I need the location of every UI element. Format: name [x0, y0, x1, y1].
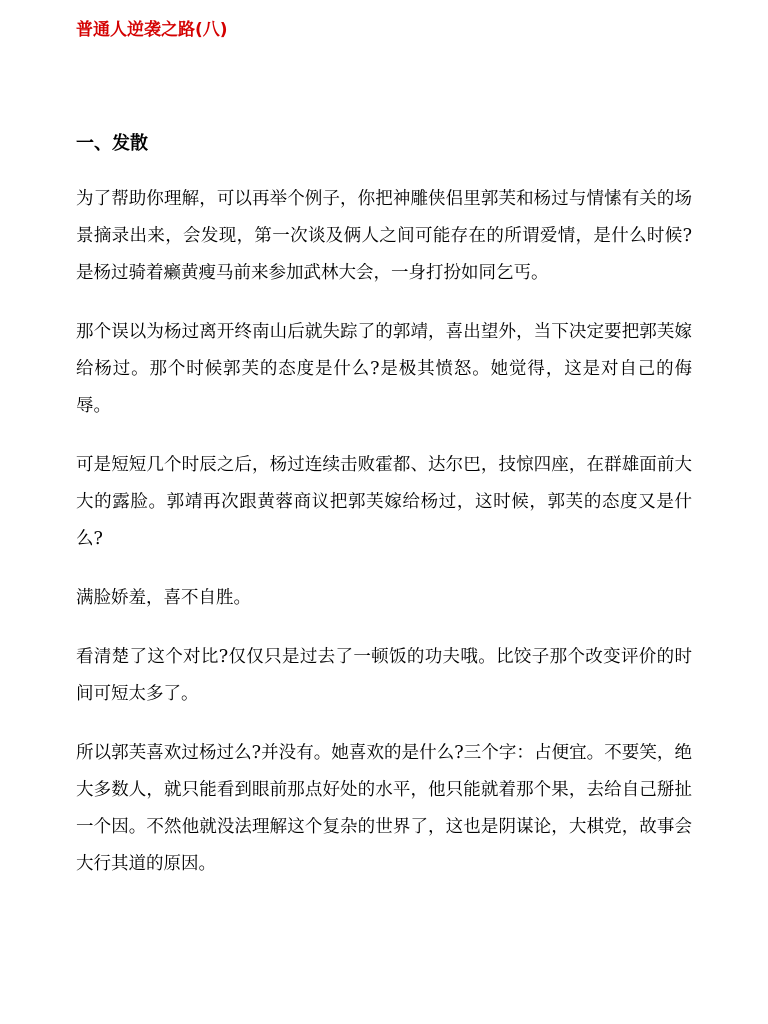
paragraph: 看清楚了这个对比?仅仅只是过去了一顿饭的功夫哦。比饺子那个改变评价的时间可短太多了。: [76, 647, 692, 704]
document-body: [76, 181, 692, 905]
document-title: 普通人逆袭之路(八): [76, 20, 228, 40]
paragraph: 为了帮助你理解，可以再举个例子，你把神雕侠侣里郭芙和杨过与情愫有关的场景摘录出来，会发现，第一次谈及俩人之间可能存在的所谓爱情，是什么时候?是杨过骑着癞黄瘦马前来参加武林大会，一身打扮如同乞丐。: [76, 189, 692, 283]
paragraph: 满脸娇羞，喜不自胜。: [76, 588, 251, 608]
paragraph: 那个误以为杨过离开终南山后就失踪了的郭靖，喜出望外，当下决定要把郭芙嫁给杨过。那个时候郭芙的态度是什么?是极其愤怒。她觉得，这是对自己的侮辱。: [76, 322, 692, 416]
paragraph: 所以郭芙喜欢过杨过么?并没有。她喜欢的是什么?三个字：占便宜。不要笑，绝大多数人，就只能看到眼前那点好处的水平，他只能就着那个果，去给自己掰扯一个因。不然他就没法理解这个复杂的世界了，这也是阴谋论，大棋党，故事会大行其道的原因。: [76, 743, 692, 874]
section-heading: 一、发散: [76, 133, 148, 154]
paragraph: 可是短短几个时辰之后，杨过连续击败霍都、达尔巴，技惊四座，在群雄面前大大的露脸。郭靖再次跟黄蓉商议把郭芙嫁给杨过，这时候，郭芙的态度又是什么?: [76, 455, 692, 549]
